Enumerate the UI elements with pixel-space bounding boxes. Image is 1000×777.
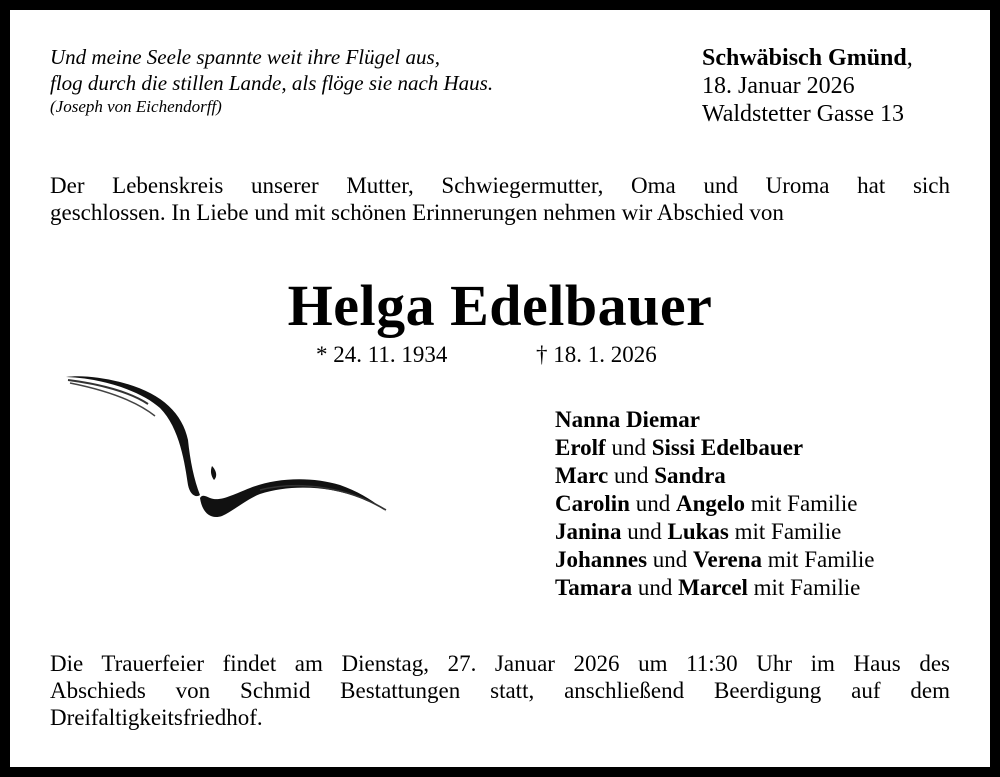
family-member-name: Marcel [678,575,748,600]
family-connector: und [629,491,676,516]
family-member-name: Erolf [555,435,606,460]
family-connector: und [605,435,652,460]
intro-line: geschlossen. In Liebe und mit schönen Erinnerungen nehmen wir Abschied von [50,200,784,225]
obituary-notice [10,10,990,767]
death-date: † 18. 1. 2026 [536,342,657,367]
funeral-notice [50,650,950,731]
poem-author: (Joseph von Eichendorff) [50,97,222,116]
poem-line: flog durch die stillen Lande, als flöge sie nach Haus. [50,71,494,95]
city-comma: , [906,45,913,71]
family-connector: und [647,547,694,572]
family-member-row [555,546,875,574]
family-member-name: Angelo [675,491,745,516]
family-member-name: Carolin [555,491,630,516]
family-list [555,406,875,602]
notice-line: Die Trauerfeier findet am Dienstag, 27. Januar 2026 um 11:30 Uhr im Haus des [50,651,950,676]
intro-line: Der Lebenskreis unserer Mutter, Schwiegermutter, Oma und Uroma hat sich [50,173,950,198]
address: Waldstetter Gasse 13 [702,101,905,127]
notice-date: 18. Januar 2026 [702,73,855,99]
family-member-row [555,574,875,602]
deceased-name: Helga Edelbauer [287,273,713,338]
intro-text [50,172,950,226]
bird-silhouette-icon [60,370,390,530]
family-member-row [555,406,875,434]
city-name: Schwäbisch Gmünd [702,45,907,71]
family-member-name: Verena [693,547,763,572]
family-connector: mit Familie [747,575,861,600]
family-connector: mit Familie [744,491,858,516]
family-member-name: Marc [555,463,609,488]
birth-date: * 24. 11. 1934 [316,342,448,367]
family-connector: mit Familie [762,547,875,572]
poem-line: Und meine Seele spannte weit ihre Flügel aus, [50,45,440,69]
family-member-name: Nanna Diemar [555,407,701,432]
family-member-name: Tamara [555,575,633,600]
family-member-name: Sandra [654,463,726,488]
family-member-row [555,518,875,546]
family-connector: und [632,575,679,600]
notice-line: Dreifaltigkeitsfriedhof. [50,705,263,730]
family-member-name: Johannes [555,547,648,572]
family-connector: und [608,463,655,488]
family-member-name: Sissi Edelbauer [651,435,804,460]
place-date-block [702,44,913,128]
family-connector: und [621,519,668,544]
family-member-row [555,490,875,518]
notice-line: Abschieds von Schmid Bestattungen statt, anschließend Beerdigung auf dem [50,678,950,703]
family-member-row [555,434,875,462]
poem-quote [50,44,493,118]
family-member-name: Janina [555,519,622,544]
family-member-row [555,462,875,490]
family-member-name: Lukas [667,519,729,544]
family-connector: mit Familie [728,519,842,544]
